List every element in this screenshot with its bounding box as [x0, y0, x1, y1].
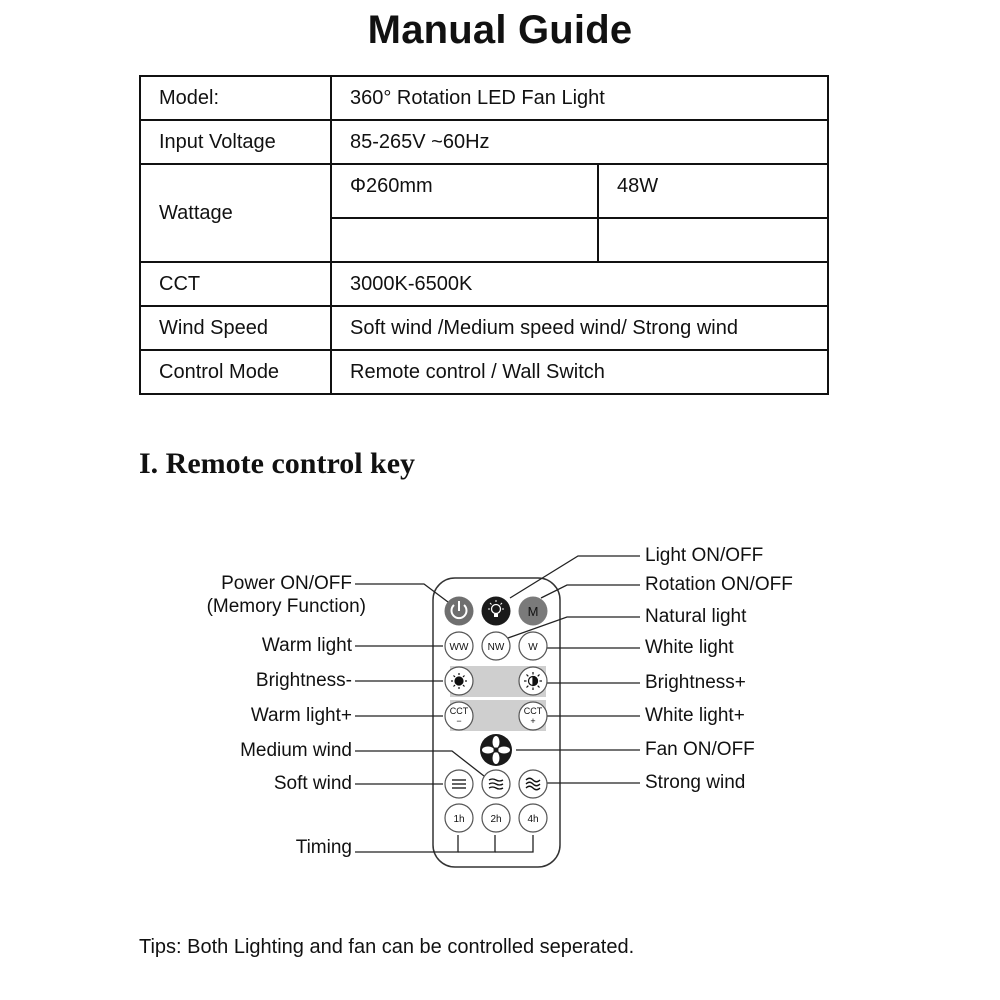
plus-label: + — [530, 716, 536, 726]
spec-label: Wattage — [140, 164, 331, 262]
spec-value: 85-265V ~60Hz — [331, 120, 828, 164]
cct-minus-label: CCT — [449, 706, 469, 716]
callout-timing: Timing — [295, 837, 352, 858]
minus-label: − — [456, 716, 462, 726]
power-button[interactable] — [445, 597, 474, 626]
cct-minus-button[interactable] — [445, 702, 473, 730]
soft-wind-button[interactable] — [445, 770, 473, 798]
brightness-minus-button[interactable] — [445, 667, 473, 695]
medium-wind-button[interactable] — [482, 770, 510, 798]
spec-value: 3000K-6500K — [331, 262, 828, 306]
spec-value-power: 48W — [598, 164, 828, 218]
callout-warm-light-plus: Warm light+ — [250, 705, 352, 726]
callout-warm-light: Warm light — [261, 635, 352, 656]
timer-2h-label: 2h — [490, 814, 502, 825]
timer-4h-label: 4h — [527, 814, 539, 825]
strong-wind-button[interactable] — [519, 770, 547, 798]
page-title: Manual Guide — [367, 8, 633, 52]
spec-value: 360° Rotation LED Fan Light — [331, 76, 828, 120]
cct-plus-label: CCT — [523, 706, 543, 716]
spec-label: Input Voltage — [140, 120, 331, 164]
spec-value: Soft wind /Medium speed wind/ Strong wind — [331, 306, 828, 350]
timer-4h-button[interactable] — [519, 804, 547, 832]
callout-memory: (Memory Function) — [206, 596, 366, 617]
callout-strong-wind: Strong wind — [645, 772, 746, 793]
callout-power: Power ON/OFF — [221, 573, 352, 594]
ww-key-label: WW — [449, 642, 469, 653]
brightness-plus-button[interactable] — [519, 667, 547, 695]
nw-key-label: NW — [487, 642, 505, 653]
spec-label: Model: — [140, 76, 331, 120]
spec-value: Remote control / Wall Switch — [331, 350, 828, 394]
w-key-label: W — [528, 642, 538, 653]
fan-button[interactable] — [480, 734, 512, 766]
light-button[interactable] — [482, 597, 511, 626]
timer-1h-button[interactable] — [445, 804, 473, 832]
spec-label: CCT — [140, 262, 331, 306]
m-key-label: M — [527, 604, 539, 619]
rotation-button[interactable] — [519, 597, 548, 626]
cct-plus-button[interactable] — [519, 702, 547, 730]
warm-light-button[interactable] — [445, 632, 473, 660]
timer-2h-button[interactable] — [482, 804, 510, 832]
spec-label: Control Mode — [140, 350, 331, 394]
timer-1h-label: 1h — [453, 814, 465, 825]
spec-value-size: Φ260mm — [331, 164, 598, 218]
tips-note: Tips: Both Lighting and fan can be controlled seperated. — [139, 936, 635, 958]
callout-fan-onoff: Fan ON/OFF — [645, 739, 755, 760]
spec-label: Wind Speed — [140, 306, 331, 350]
section-heading: I. Remote control key — [139, 447, 416, 480]
callout-brightness-minus: Brightness- — [255, 670, 352, 691]
callout-light-onoff: Light ON/OFF — [645, 545, 764, 566]
callout-rotation-onoff: Rotation ON/OFF — [645, 574, 793, 595]
callout-white-light-plus: White light+ — [645, 705, 745, 726]
callout-soft-wind: Soft wind — [273, 773, 352, 794]
callout-white-light: White light — [645, 637, 734, 658]
callout-brightness-plus: Brightness+ — [645, 672, 746, 693]
callout-medium-wind: Medium wind — [240, 740, 352, 761]
callout-natural-light: Natural light — [645, 606, 747, 627]
white-light-button[interactable] — [519, 632, 547, 660]
natural-light-button[interactable] — [482, 632, 510, 660]
